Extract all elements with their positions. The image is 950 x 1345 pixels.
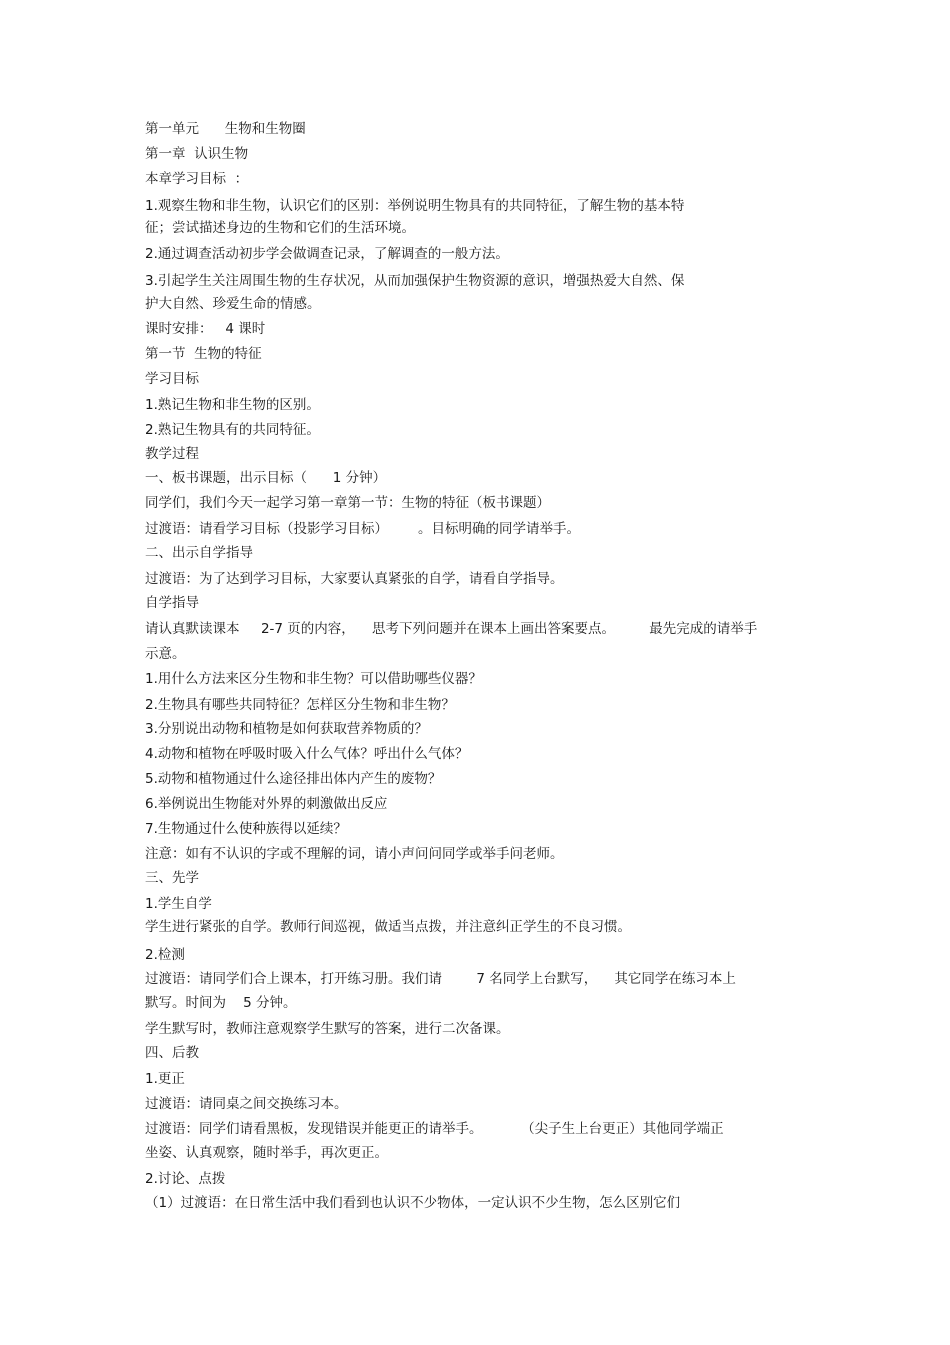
subheading: 1.更正 — [145, 1071, 185, 1087]
text-line: 护大自然、珍爱生命的情感。 — [145, 296, 321, 312]
text-line: （1）过渡语：在日常生活中我们看到也认识不少物体，一定认识不少生物，怎么区别它们 — [145, 1195, 681, 1211]
step-heading: 三、先学 — [145, 870, 199, 886]
text-line: 同学们，我们今天一起学习第一章第一节：生物的特征（板书课题） — [145, 495, 550, 511]
subheading: 1.学生自学 — [145, 896, 212, 912]
subheading: 2.讨论、点拨 — [145, 1171, 226, 1187]
question-item: 6.举例说出生物能对外界的刺激做出反应 — [145, 796, 388, 812]
text-line: 过渡语：请同学们合上课本，打开练习册。我们请 7 名同学上台默写， 其它同学在练习本上 — [145, 971, 736, 987]
text-line: 课时安排： 4 课时 — [145, 321, 266, 337]
text-line: 请认真默读课本 2-7 页的内容， 思考下列问题并在课本上画出答案要点。 最先完成的请举手 — [145, 621, 758, 637]
text-line: 示意。 — [145, 646, 186, 662]
text-line: 默写。时间为 5 分钟。 — [145, 995, 297, 1011]
text-line: 学生进行紧张的自学。教师行间巡视，做适当点拨，并注意纠正学生的不良习惯。 — [145, 919, 631, 935]
text-line: 注意：如有不认识的字或不理解的词，请小声问问同学或举手问老师。 — [145, 846, 564, 862]
text-line: 过渡语：同学们请看黑板，发现错误并能更正的请举手。 （尖子生上台更正）其他同学端正 — [145, 1121, 724, 1137]
subheading: 学习目标 — [145, 371, 199, 387]
text-line: 过渡语：为了达到学习目标，大家要认真紧张的自学，请看自学指导。 — [145, 571, 564, 587]
question-item: 3.分别说出动物和植物是如何获取营养物质的？ — [145, 721, 428, 737]
question-item: 4.动物和植物在呼吸时吸入什么气体？呼出什么气体？ — [145, 746, 469, 762]
step-heading: 四、后教 — [145, 1045, 199, 1061]
unit-heading: 第一单元 生物和生物圈 — [145, 121, 306, 137]
text-line: 2.熟记生物具有的共同特征。 — [145, 422, 320, 438]
text-line: 过渡语：请看学习目标（投影学习目标） 。目标明确的同学请举手。 — [145, 521, 581, 537]
section-heading: 第一节 生物的特征 — [145, 346, 262, 362]
step-heading: 一、板书课题，出示目标（ 1 分钟） — [145, 470, 387, 486]
subheading: 2.检测 — [145, 947, 185, 963]
subheading: 教学过程 — [145, 446, 199, 462]
question-item: 5.动物和植物通过什么途径排出体内产生的废物？ — [145, 771, 442, 787]
step-heading: 二、出示自学指导 — [145, 545, 253, 561]
text-line: 1.熟记生物和非生物的区别。 — [145, 397, 320, 413]
question-item: 2.生物具有哪些共同特征？怎样区分生物和非生物？ — [145, 697, 455, 713]
text-line: 1.观察生物和非生物，认识它们的区别：举例说明生物具有的共同特征，了解生物的基本特 — [145, 198, 685, 214]
subheading: 自学指导 — [145, 595, 199, 611]
text-line: 学生默写时，教师注意观察学生默写的答案，进行二次备课。 — [145, 1021, 510, 1037]
text-line: 过渡语：请同桌之间交换练习本。 — [145, 1096, 348, 1112]
text-line: 坐姿、认真观察，随时举手，再次更正。 — [145, 1145, 388, 1161]
question-item: 7.生物通过什么使种族得以延续？ — [145, 821, 347, 837]
chapter-heading: 第一章 认识生物 — [145, 146, 249, 162]
chapter-goals-heading: 本章学习目标 ： — [145, 171, 249, 187]
text-line: 2.通过调查活动初步学会做调查记录，了解调查的一般方法。 — [145, 246, 509, 262]
question-item: 1.用什么方法来区分生物和非生物？可以借助哪些仪器？ — [145, 671, 482, 687]
text-line: 3.引起学生关注周围生物的生存状况，从而加强保护生物资源的意识，增强热爱大自然、保 — [145, 273, 685, 289]
text-line: 征；尝试描述身边的生物和它们的生活环境。 — [145, 220, 415, 236]
